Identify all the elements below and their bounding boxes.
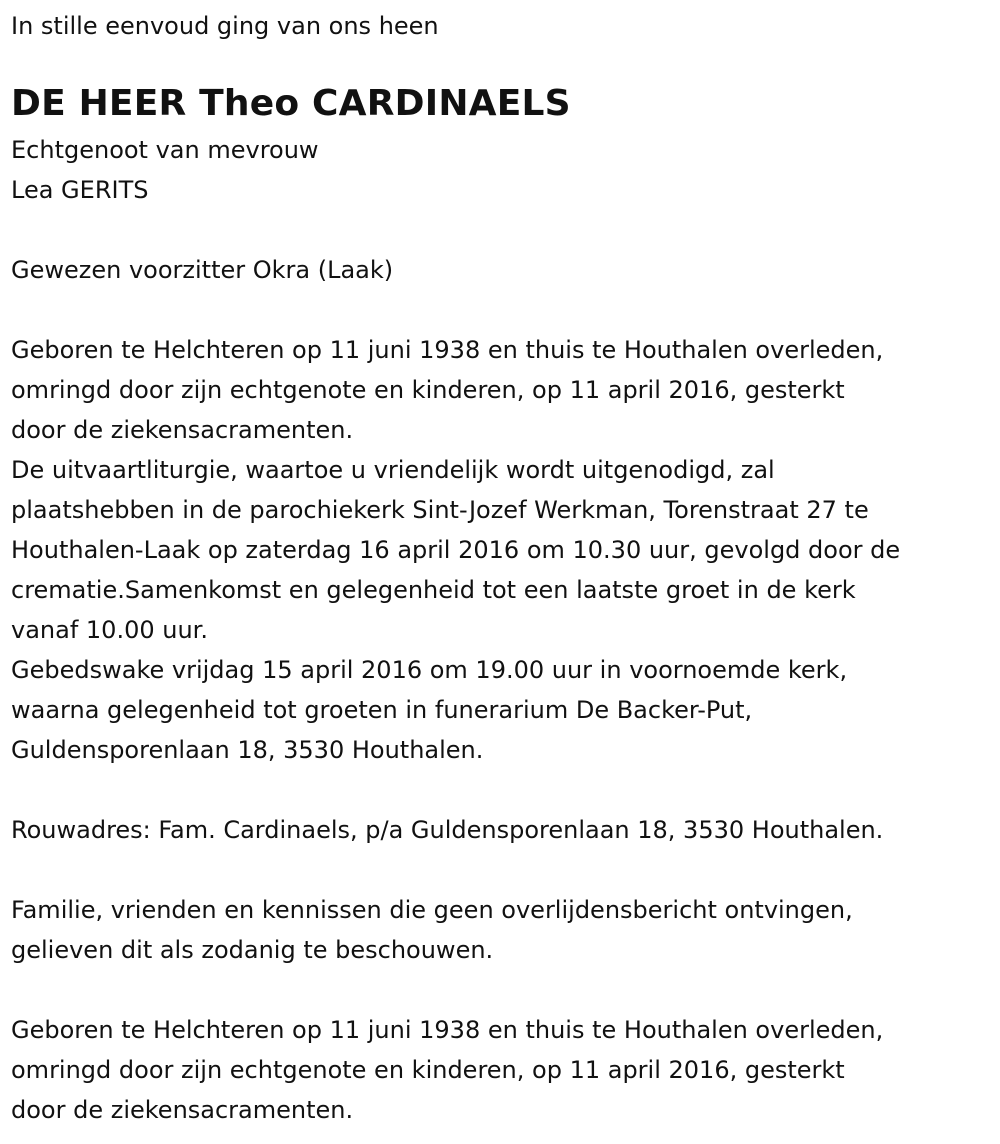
liturgy-line-3: Houthalen-Laak op zaterdag 16 april 2016 om 10.30 uur, gevolgd door de <box>11 536 901 564</box>
birth-line-2: omringd door zijn echtgenote en kinderen, op 11 april 2016, gesterkt <box>11 376 845 404</box>
birth-repeat-line-3: door de ziekensacramenten. <box>11 1096 354 1124</box>
section-spacer <box>11 850 990 890</box>
wake-line-2: waarna gelegenheid tot groeten in funerarium De Backer-Put, <box>11 696 753 724</box>
mourning-address: Rouwadres: Fam. Cardinaels, p/a Guldensporenlaan 18, 3530 Houthalen. <box>11 816 884 844</box>
birth-repeat-line-1: Geboren te Helchteren op 11 juni 1938 en thuis te Houthalen overleden, <box>11 1016 884 1044</box>
section-spacer <box>11 770 990 810</box>
birth-line-3: door de ziekensacramenten. <box>11 416 354 444</box>
spouse-line-2: Lea GERITS <box>11 176 149 204</box>
spouse-line-1: Echtgenoot van mevrouw <box>11 136 319 164</box>
family-line-1: Familie, vrienden en kennissen die geen overlijdensbericht ontvingen, <box>11 896 853 924</box>
birth-repeat-line-2: omringd door zijn echtgenote en kinderen, op 11 april 2016, gesterkt <box>11 1056 845 1084</box>
wake-line-1: Gebedswake vrijdag 15 april 2016 om 19.00 uur in voornoemde kerk, <box>11 656 848 684</box>
former-role: Gewezen voorzitter Okra (Laak) <box>11 256 394 284</box>
liturgy-line-1: De uitvaartliturgie, waartoe u vriendelijk wordt uitgenodigd, zal <box>11 456 775 484</box>
family-line-2: gelieven dit als zodanig te beschouwen. <box>11 936 494 964</box>
intro-text: In stille eenvoud ging van ons heen <box>11 12 439 40</box>
liturgy-line-5: vanaf 10.00 uur. <box>11 616 208 644</box>
liturgy-line-4: crematie.Samenkomst en gelegenheid tot een laatste groet in de kerk <box>11 576 856 604</box>
liturgy-line-2: plaatshebben in de parochiekerk Sint-Jozef Werkman, Torenstraat 27 te <box>11 496 869 524</box>
section-spacer <box>11 290 990 330</box>
wake-line-3: Guldensporenlaan 18, 3530 Houthalen. <box>11 736 484 764</box>
birth-line-1: Geboren te Helchteren op 11 juni 1938 en thuis te Houthalen overleden, <box>11 336 884 364</box>
deceased-name: DE HEER Theo CARDINAELS <box>11 83 571 124</box>
section-spacer <box>11 970 990 1010</box>
section-spacer <box>11 210 990 250</box>
